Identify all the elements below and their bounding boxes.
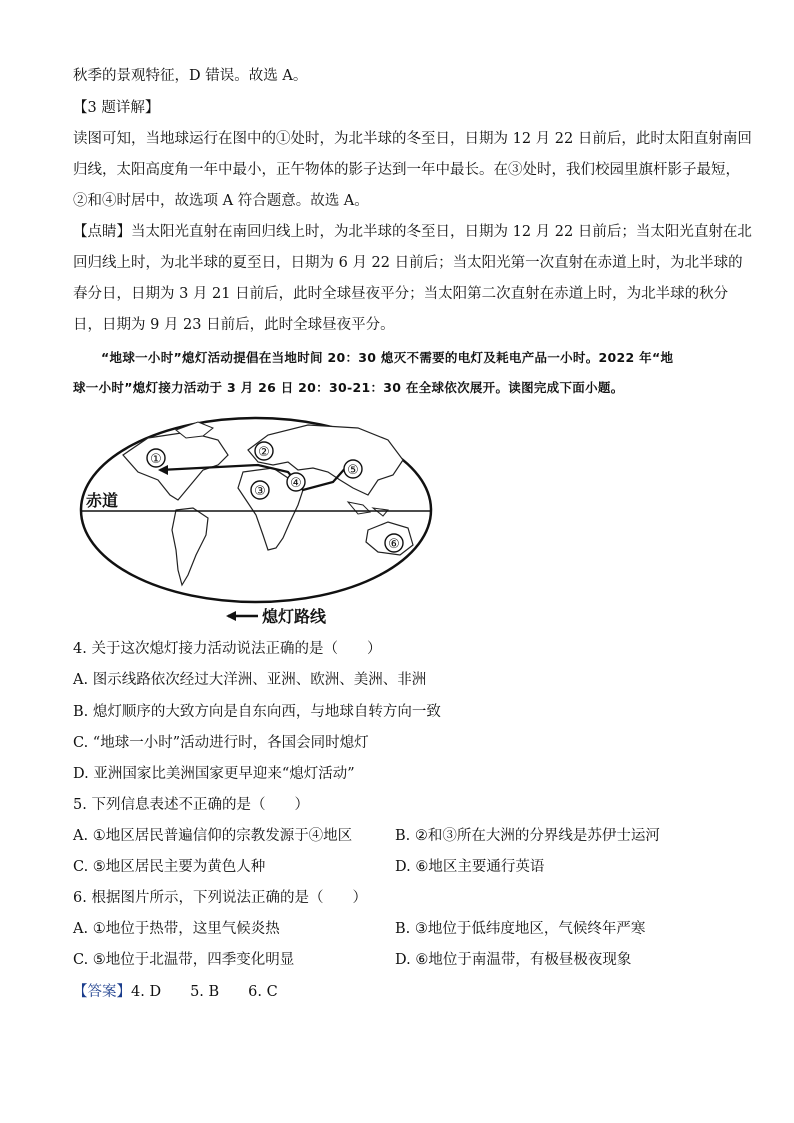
q5-option-d: D. ⑥地区主要通行英语 xyxy=(395,859,545,875)
q4-option-c: C. “地球一小时”活动进行时，各国会同时熄灯 xyxy=(73,735,369,751)
q6-stem: 6. 根据图片所示，下列说法正确的是（ ） xyxy=(73,890,367,906)
marker-1 xyxy=(147,449,165,467)
equator-label: 赤道 xyxy=(86,491,119,510)
marker-3 xyxy=(251,481,269,499)
tip-line-3: 春分日，日期为 3 月 21 日前后，此时全球昼夜平分；当太阳第二次直射在赤道上时，为北半球的秋分 xyxy=(73,286,729,302)
marker-2 xyxy=(255,442,273,460)
svg-text:②: ② xyxy=(258,445,270,460)
answer-tag: 【答案】 xyxy=(73,984,131,1000)
q4-option-b: B. 熄灯顺序的大致方向是自东向西，与地球自转方向一致 xyxy=(73,704,441,720)
q4-stem: 4. 关于这次熄灯接力活动说法正确的是（ ） xyxy=(73,641,382,657)
marker-4 xyxy=(287,473,305,491)
tip-line-1 xyxy=(73,222,752,242)
legend-label: 熄灯路线 xyxy=(262,607,327,626)
q6-option-a: A. ①地位于热带，这里气候炎热 xyxy=(73,921,280,937)
svg-text:④: ④ xyxy=(290,476,302,491)
q5-stem: 5. 下列信息表述不正确的是（ ） xyxy=(73,797,309,813)
q3-detail-heading: 【3 题详解】 xyxy=(73,100,160,116)
q6-option-d: D. ⑥地位于南温带，有极昼极夜现象 xyxy=(395,952,632,968)
marker-5 xyxy=(344,460,362,478)
world-map-figure xyxy=(78,410,438,632)
intro-line-1: “地球一小时”熄灯活动提倡在当地时间 20：30 熄灭不需要的电灯及耗电产品一小时。2022 年“地 xyxy=(101,350,674,365)
tip-line-4: 日，日期为 9 月 23 日前后，此时全球昼夜平分。 xyxy=(73,317,395,333)
intro-line-2: 球一小时”熄灯接力活动于 3 月 26 日 20：30-21：30 在全球依次展开。读图完成下面小题。 xyxy=(73,380,624,395)
marker-6 xyxy=(385,534,403,552)
q3-detail-line-1: 读图可知，当地球运行在图中的①处时，为北半球的冬至日，日期为 12 月 22 日前后，此时太阳直射南回 xyxy=(73,131,752,147)
q5-option-b: B. ②和③所在大洲的分界线是苏伊士运河 xyxy=(395,828,660,844)
tip-line-2: 回归线上时，为北半球的夏至日，日期为 6 月 22 日前后；当太阳光第一次直射在赤道上时，为北半球的 xyxy=(73,255,743,271)
svg-text:⑥: ⑥ xyxy=(388,537,400,552)
q6-option-c: C. ⑤地位于北温带，四季变化明显 xyxy=(73,952,295,968)
prev-answer-end: 秋季的景观特征，D 错误。故选 A。 xyxy=(73,68,308,84)
tip-text-1: 当太阳光直射在南回归线上时，为北半球的冬至日，日期为 12 月 22 日前后；当太阳光直射在北 xyxy=(131,224,752,240)
q4-option-a: A. 图示线路依次经过大洋洲、亚洲、欧洲、美洲、非洲 xyxy=(73,672,427,688)
svg-text:①: ① xyxy=(150,452,162,467)
answer-values: 4. D 5. B 6. C xyxy=(131,984,278,1000)
q5-option-c: C. ⑤地区居民主要为黄色人种 xyxy=(73,859,266,875)
tip-heading: 【点睛】 xyxy=(73,224,131,240)
legend-arrow xyxy=(226,611,236,621)
answer-line xyxy=(73,982,278,1002)
world-map-svg xyxy=(78,410,438,632)
q5-option-a: A. ①地区居民普遍信仰的宗教发源于④地区 xyxy=(73,828,353,844)
svg-text:⑤: ⑤ xyxy=(347,463,359,478)
q6-option-b: B. ③地位于低纬度地区，气候终年严寒 xyxy=(395,921,646,937)
q3-detail-line-2: 归线，太阳高度角一年中最小，正午物体的影子达到一年中最长。在③处时，我们校园里旗杆影子最短， xyxy=(73,162,740,178)
map-legend xyxy=(226,607,327,626)
q3-detail-line-3: ②和④时居中，故选项 A 符合题意。故选 A。 xyxy=(73,193,369,209)
svg-text:③: ③ xyxy=(254,484,266,499)
q4-option-d: D. 亚洲国家比美洲国家更早迎来“熄灯活动” xyxy=(73,766,355,782)
